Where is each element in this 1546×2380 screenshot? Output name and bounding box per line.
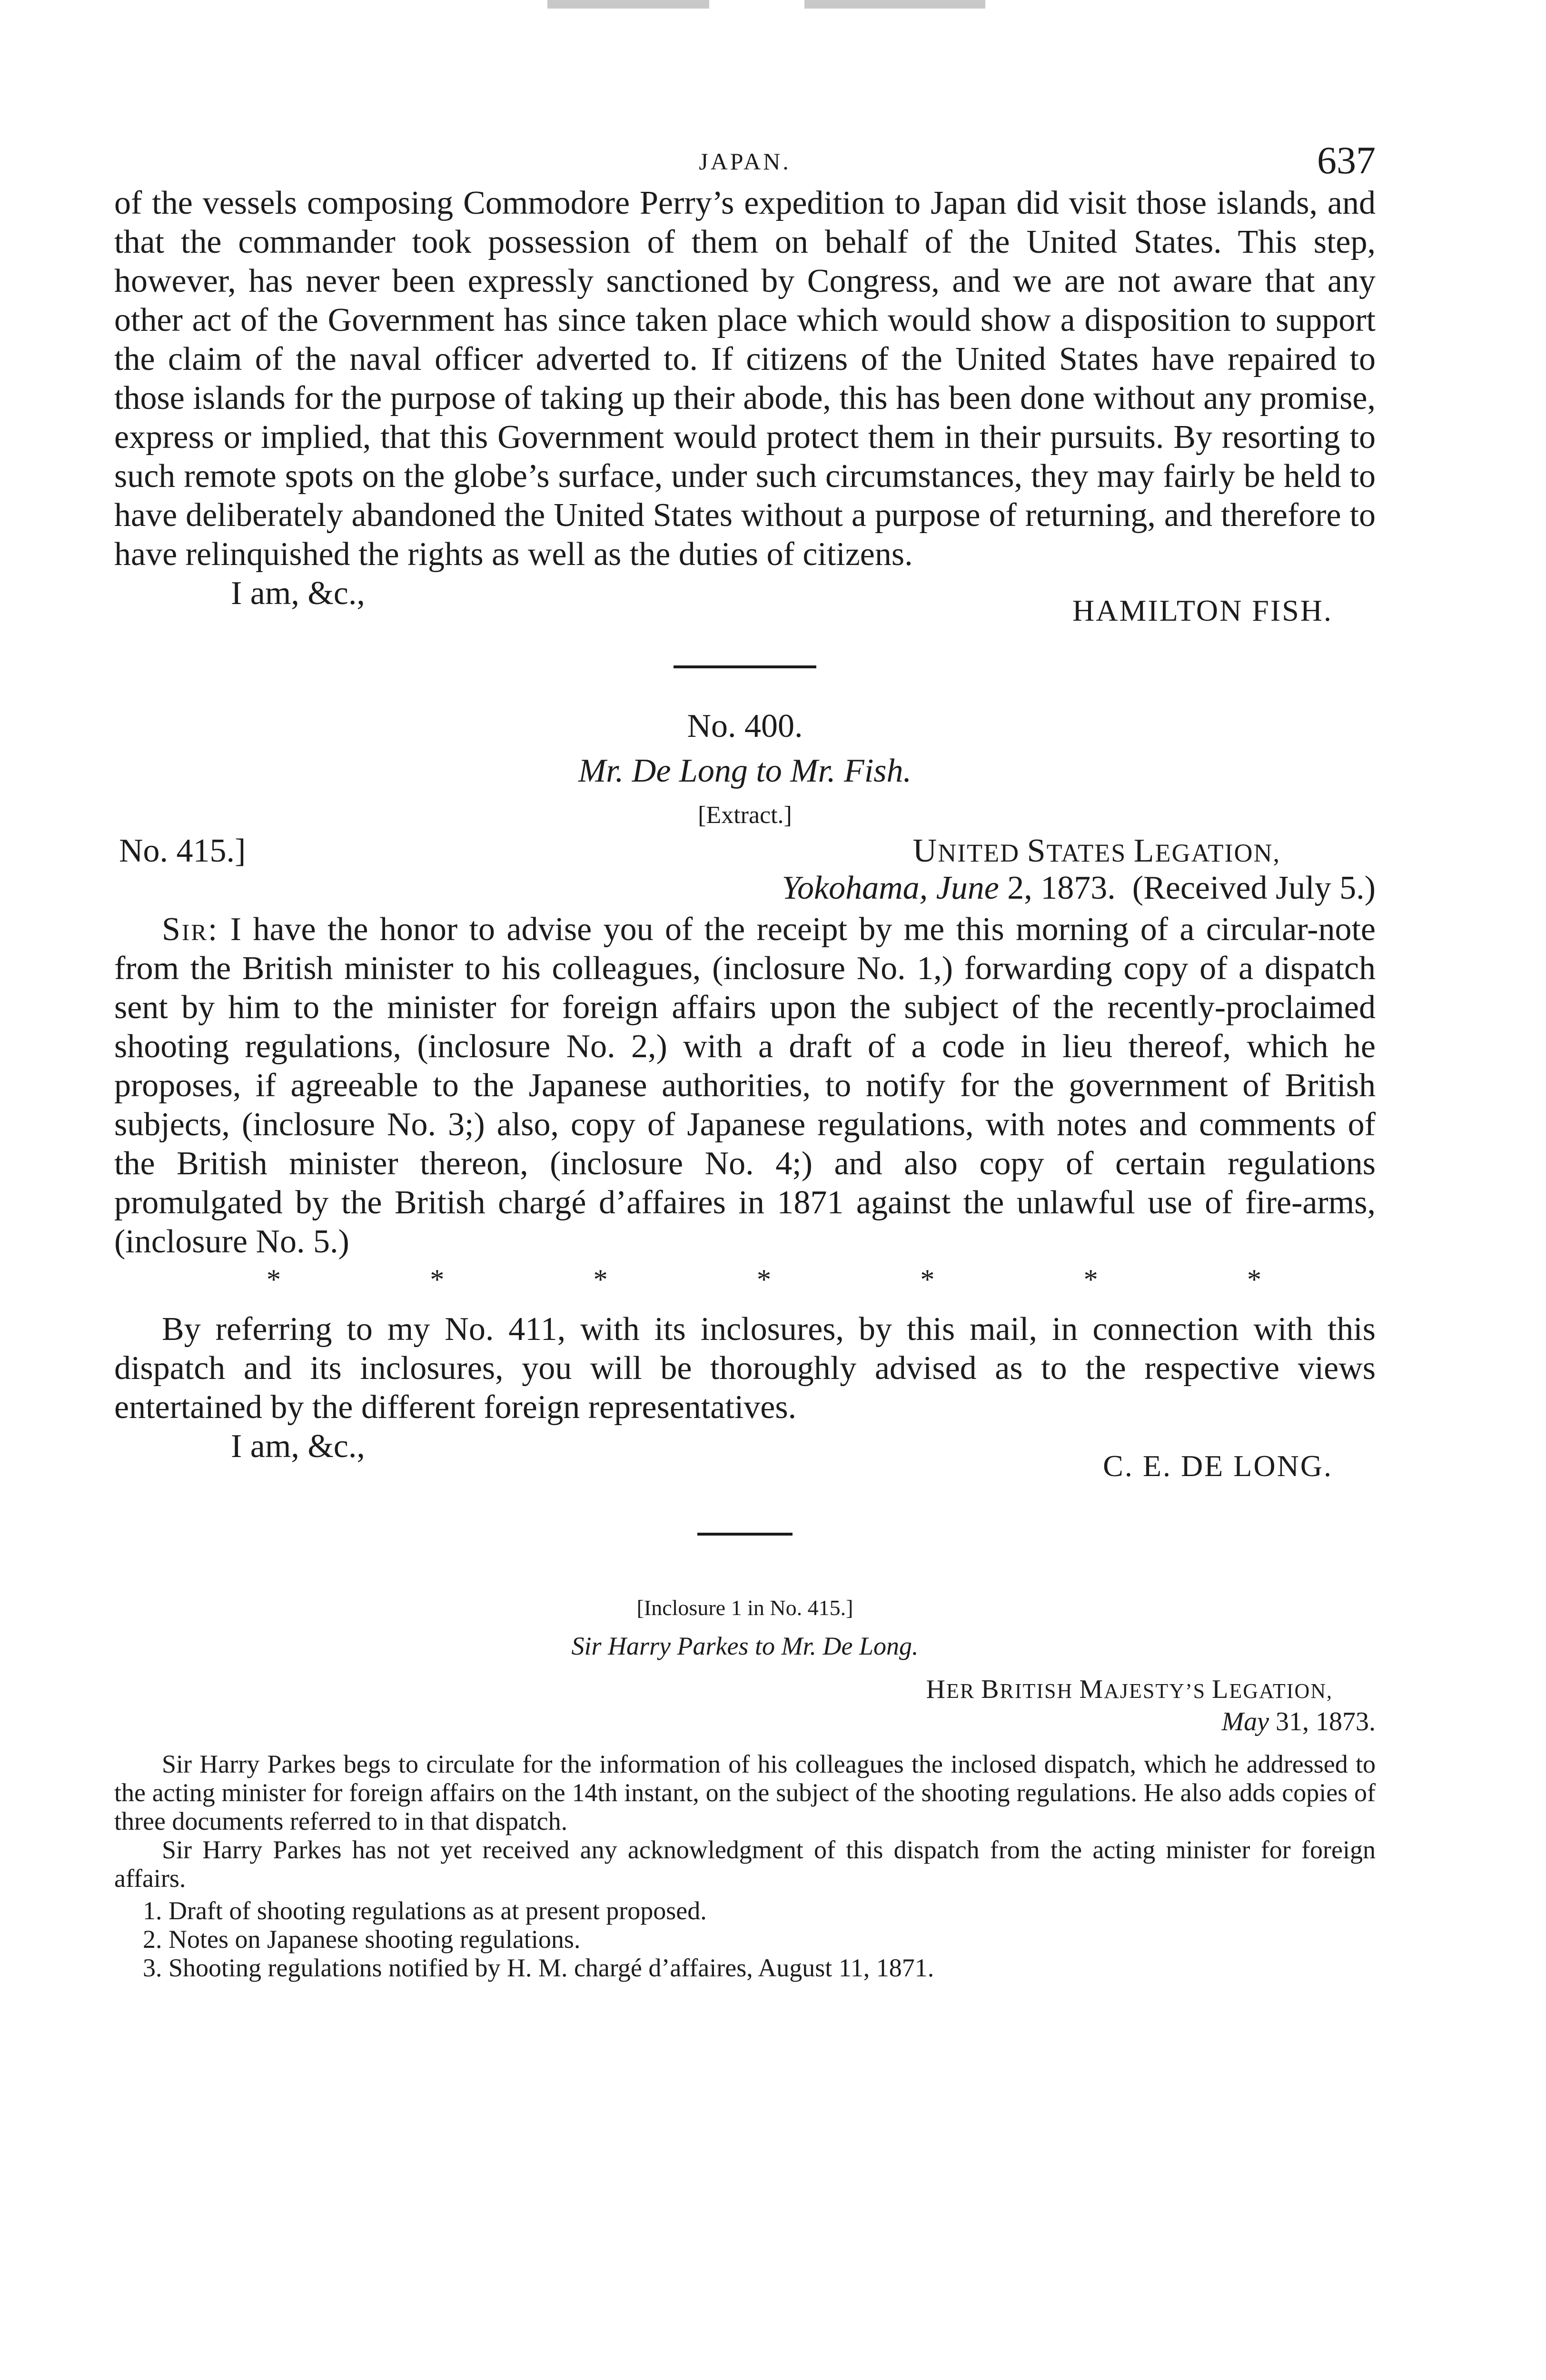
salutation: Sir: <box>162 911 219 948</box>
legation-smallcaps: TATES <box>1046 839 1134 867</box>
extract-label: [Extract.] <box>698 802 792 829</box>
place: Yokohama, June <box>782 870 999 906</box>
omission-asterisks <box>114 1261 1376 1298</box>
asterisk: * <box>593 1264 608 1295</box>
page-header <box>114 129 1376 181</box>
legation-heading <box>913 832 1280 870</box>
closing-line: I am, &c., <box>231 1428 365 1465</box>
signature: HAMILTON FISH. <box>1072 594 1333 627</box>
asterisk: * <box>920 1264 935 1295</box>
letter-paragraph <box>114 910 1376 1261</box>
legation-initial: U <box>912 833 938 869</box>
inclosure-list <box>114 1896 1376 1982</box>
running-head: JAPAN. <box>699 148 791 175</box>
inclosure-paragraph: Sir Harry Parkes has not yet received any acknowledgment of this dispatch from the acting minister for foreign affairs. <box>114 1835 1376 1893</box>
inclosure-paragraph: Sir Harry Parkes begs to circulate for the information of his colleagues the inclosed dispatch, which he addressed to the acting minister for foreign affairs on the 14th instant, on the subject of the shooting regulations. He also adds copies of three documents referred to in that dispatch. <box>114 1750 1376 1835</box>
letter-paragraph: By referring to my No. 411, with its inclosures, by this mail, in connection with this dispatch and its inclosures, you will be thoroughly advised as to the respective views entertained by the different foreign representatives. <box>114 1311 1376 1426</box>
signature: C. E. DE LONG. <box>1103 1449 1333 1483</box>
asterisk: * <box>1083 1264 1098 1295</box>
legation-initial: L <box>1133 833 1155 869</box>
legation-initial: S <box>1027 833 1047 869</box>
inclosure-date <box>114 1706 1376 1737</box>
legation-smallcaps: NITED <box>938 839 1027 867</box>
scan-edge-mark <box>547 0 709 9</box>
letter-body: I have the honor to advise you of the receipt by me this morning of a circular-note from the British minister to his colleagues, (inclosure No. 1,) forwarding copy of a dispatch sent by him to the minister for foreign affairs upon the subject of the recently-proclaimed shooting regulations, (inclosure No. 2,) with a draft of a code in lieu thereof, which he proposes, if agreeable to the Japanese authorities, to notify for the government of British subjects, (inclosure No. 3;) also, copy of Japanese regulations, with notes and comments of the British minister thereon, (inclosure No. 4;) and also copy of certain regulations promulgated by the British chargé d’affaires in 1871 against the unlawful use of fire-arms, (inclosure No. 5.) <box>114 911 1376 1260</box>
list-item: 3. Shooting regulations notified by H. M. chargé d’affaires, August 11, 1871. <box>143 1954 934 1982</box>
legation-smallcaps: ER <box>946 1679 981 1703</box>
legation-initial: L <box>1212 1675 1229 1704</box>
despatch-number: No. 415.] <box>119 833 246 869</box>
closing-line: I am, &c., <box>231 575 365 612</box>
section-divider <box>674 665 816 668</box>
legation-smallcaps: AJESTY’S <box>1104 1679 1212 1703</box>
asterisk: * <box>756 1264 771 1295</box>
legation-smallcaps: RITISH <box>1000 1679 1080 1703</box>
scan-edge-mark <box>804 0 985 9</box>
date-month: May <box>1221 1707 1269 1736</box>
inclosure-title: Sir Harry Parkes to Mr. De Long. <box>571 1632 919 1660</box>
legation-smallcaps: EGATION, <box>1229 1679 1333 1703</box>
asterisk: * <box>1247 1264 1261 1295</box>
document-number: No. 400. <box>687 708 803 744</box>
date: 2, 1873. <box>1007 870 1116 906</box>
document-page <box>114 129 1376 1982</box>
legation-initial: M <box>1079 1675 1104 1704</box>
inclosure-heading: [Inclosure 1 in No. 415.] <box>636 1596 853 1620</box>
legation-initial: H <box>926 1675 946 1704</box>
list-item: 1. Draft of shooting regulations as at present proposed. <box>143 1896 707 1925</box>
dateline <box>114 832 1376 910</box>
document-title: Mr. De Long to Mr. Fish. <box>578 753 912 789</box>
legation-smallcaps: EGATION, <box>1155 839 1280 867</box>
received-date: (Received July 5.) <box>1132 870 1376 906</box>
inclosure-legation <box>114 1675 1376 1706</box>
list-item: 2. Notes on Japanese shooting regulations. <box>143 1925 581 1954</box>
page-number: 637 <box>1317 139 1376 182</box>
asterisk: * <box>267 1264 281 1295</box>
date-rest: 31, 1873. <box>1276 1707 1376 1736</box>
legation-initial: B <box>981 1675 1000 1704</box>
section-divider <box>697 1533 793 1536</box>
asterisk: * <box>430 1264 445 1295</box>
place-and-date <box>782 869 1376 907</box>
continuation-paragraph: of the vessels composing Commodore Perry’s expedition to Japan did visit those islands, and that the commander took possession of them on behalf of the United States. This step, however, has never been expressly sanctioned by Congress, and we are not aware that any other act of the Government has since taken place which would show a disposition to support the claim of the naval officer adverted to. If citizens of the United States have repaired to those islands for the purpose of taking up their abode, this has been done without any promise, express or implied, that this Government would protect them in their pursuits. By resorting to such remote spots on the globe’s surface, under such circumstances, they may fairly be held to have deliberately abandoned the United States without a purpose of returning, and therefore to have relinquished the rights as well as the duties of citizens. <box>114 185 1376 573</box>
